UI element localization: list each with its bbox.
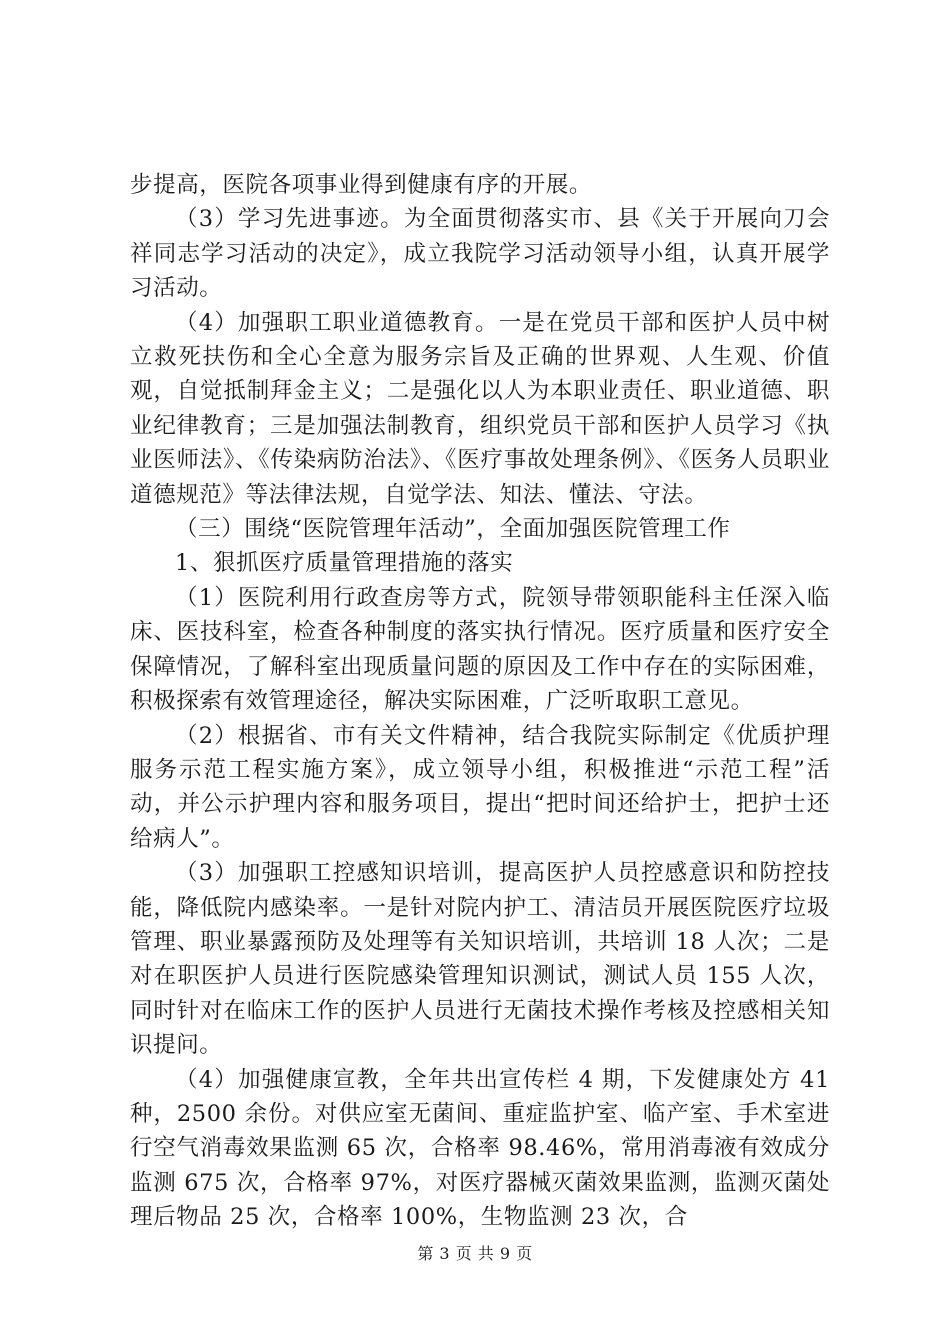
subsection-heading-quality-management: 1、狠抓医疗质量管理措施的落实 (175, 550, 514, 577)
paragraph-continuation: 步提高，医院各项事业得到健康有序的开展。 (130, 172, 593, 198)
page-number-footer: 第 3 页 共 9 页 (417, 1244, 533, 1263)
paragraph-study-advanced-deeds: （3）学习先进事迹。为全面贯彻落实市、县《关于开展向刀会祥同志学习活动的决定》，成立我院学习活动领导小组，认真开展学习活动。 (130, 206, 830, 302)
paragraph-quality-nursing: （2）根据省、市有关文件精神，结合我院实际制定《优质护理服务示范工程实施方案》，成立领导小组，积极推进“示范工程”活动，并公示护理内容和服务项目，提出“把时间还给护士，把护士还给病人”。 (130, 722, 830, 852)
paragraph-infection-control: （3）加强职工控感知识培训，提高医护人员控感意识和防控技能，降低院内感染率。一是针对院内护工、清洁员开展医院医疗垃圾管理、职业暴露预防及处理等有关知识培训，共培训 18 人次；二是对在职医护人员进行医院感染管理知识测试，测试人员 155 人次，同时针对在临床工作的医护人员进行无菌技术操作考核及控感相关知识提问。 (130, 860, 830, 1059)
paragraph-health-education: （4）加强健康宣教，全年共出宣传栏 4 期，下发健康处方 41 种，2500 余份。对供应室无菌间、重症监护室、临产室、手术室进行空气消毒效果监测 65 次，合格率 98.46%，常用消毒液有效成分监测 675 次，合格率 97%，对医疗器械灭菌效果监测，监测灭菌处理后物品 25 次，合格率 100%，生物监测 23 次，合 (130, 1066, 830, 1231)
document-body (130, 168, 830, 1235)
paragraph-professional-ethics: （4）加强职工职业道德教育。一是在党员干部和医护人员中树立救死扶伤和全心全意为服务宗旨及正确的世界观、人生观、价值观，自觉抵制拜金主义；二是强化以人为本职业责任、职业道德、职业纪律教育；三是加强法制教育，组织党员干部和医护人员学习《执业医师法》、《传染病防治法》、《医疗事故处理条例》、《医务人员职业道德规范》等法律法规，自觉学法、知法、懂法、守法。 (130, 309, 830, 508)
paragraph-administrative-rounds: （1）医院利用行政查房等方式，院领导带领职能科主任深入临床、医技科室，检查各种制度的落实执行情况。医疗质量和医疗安全保障情况，了解科室出现质量问题的原因及工作中存在的实际困难，积极探索有效管理途径，解决实际困难，广泛听取职工意见。 (130, 584, 830, 715)
section-heading-hospital-management: （三）围绕“医院管理年活动”，全面加强医院管理工作 (175, 516, 731, 543)
